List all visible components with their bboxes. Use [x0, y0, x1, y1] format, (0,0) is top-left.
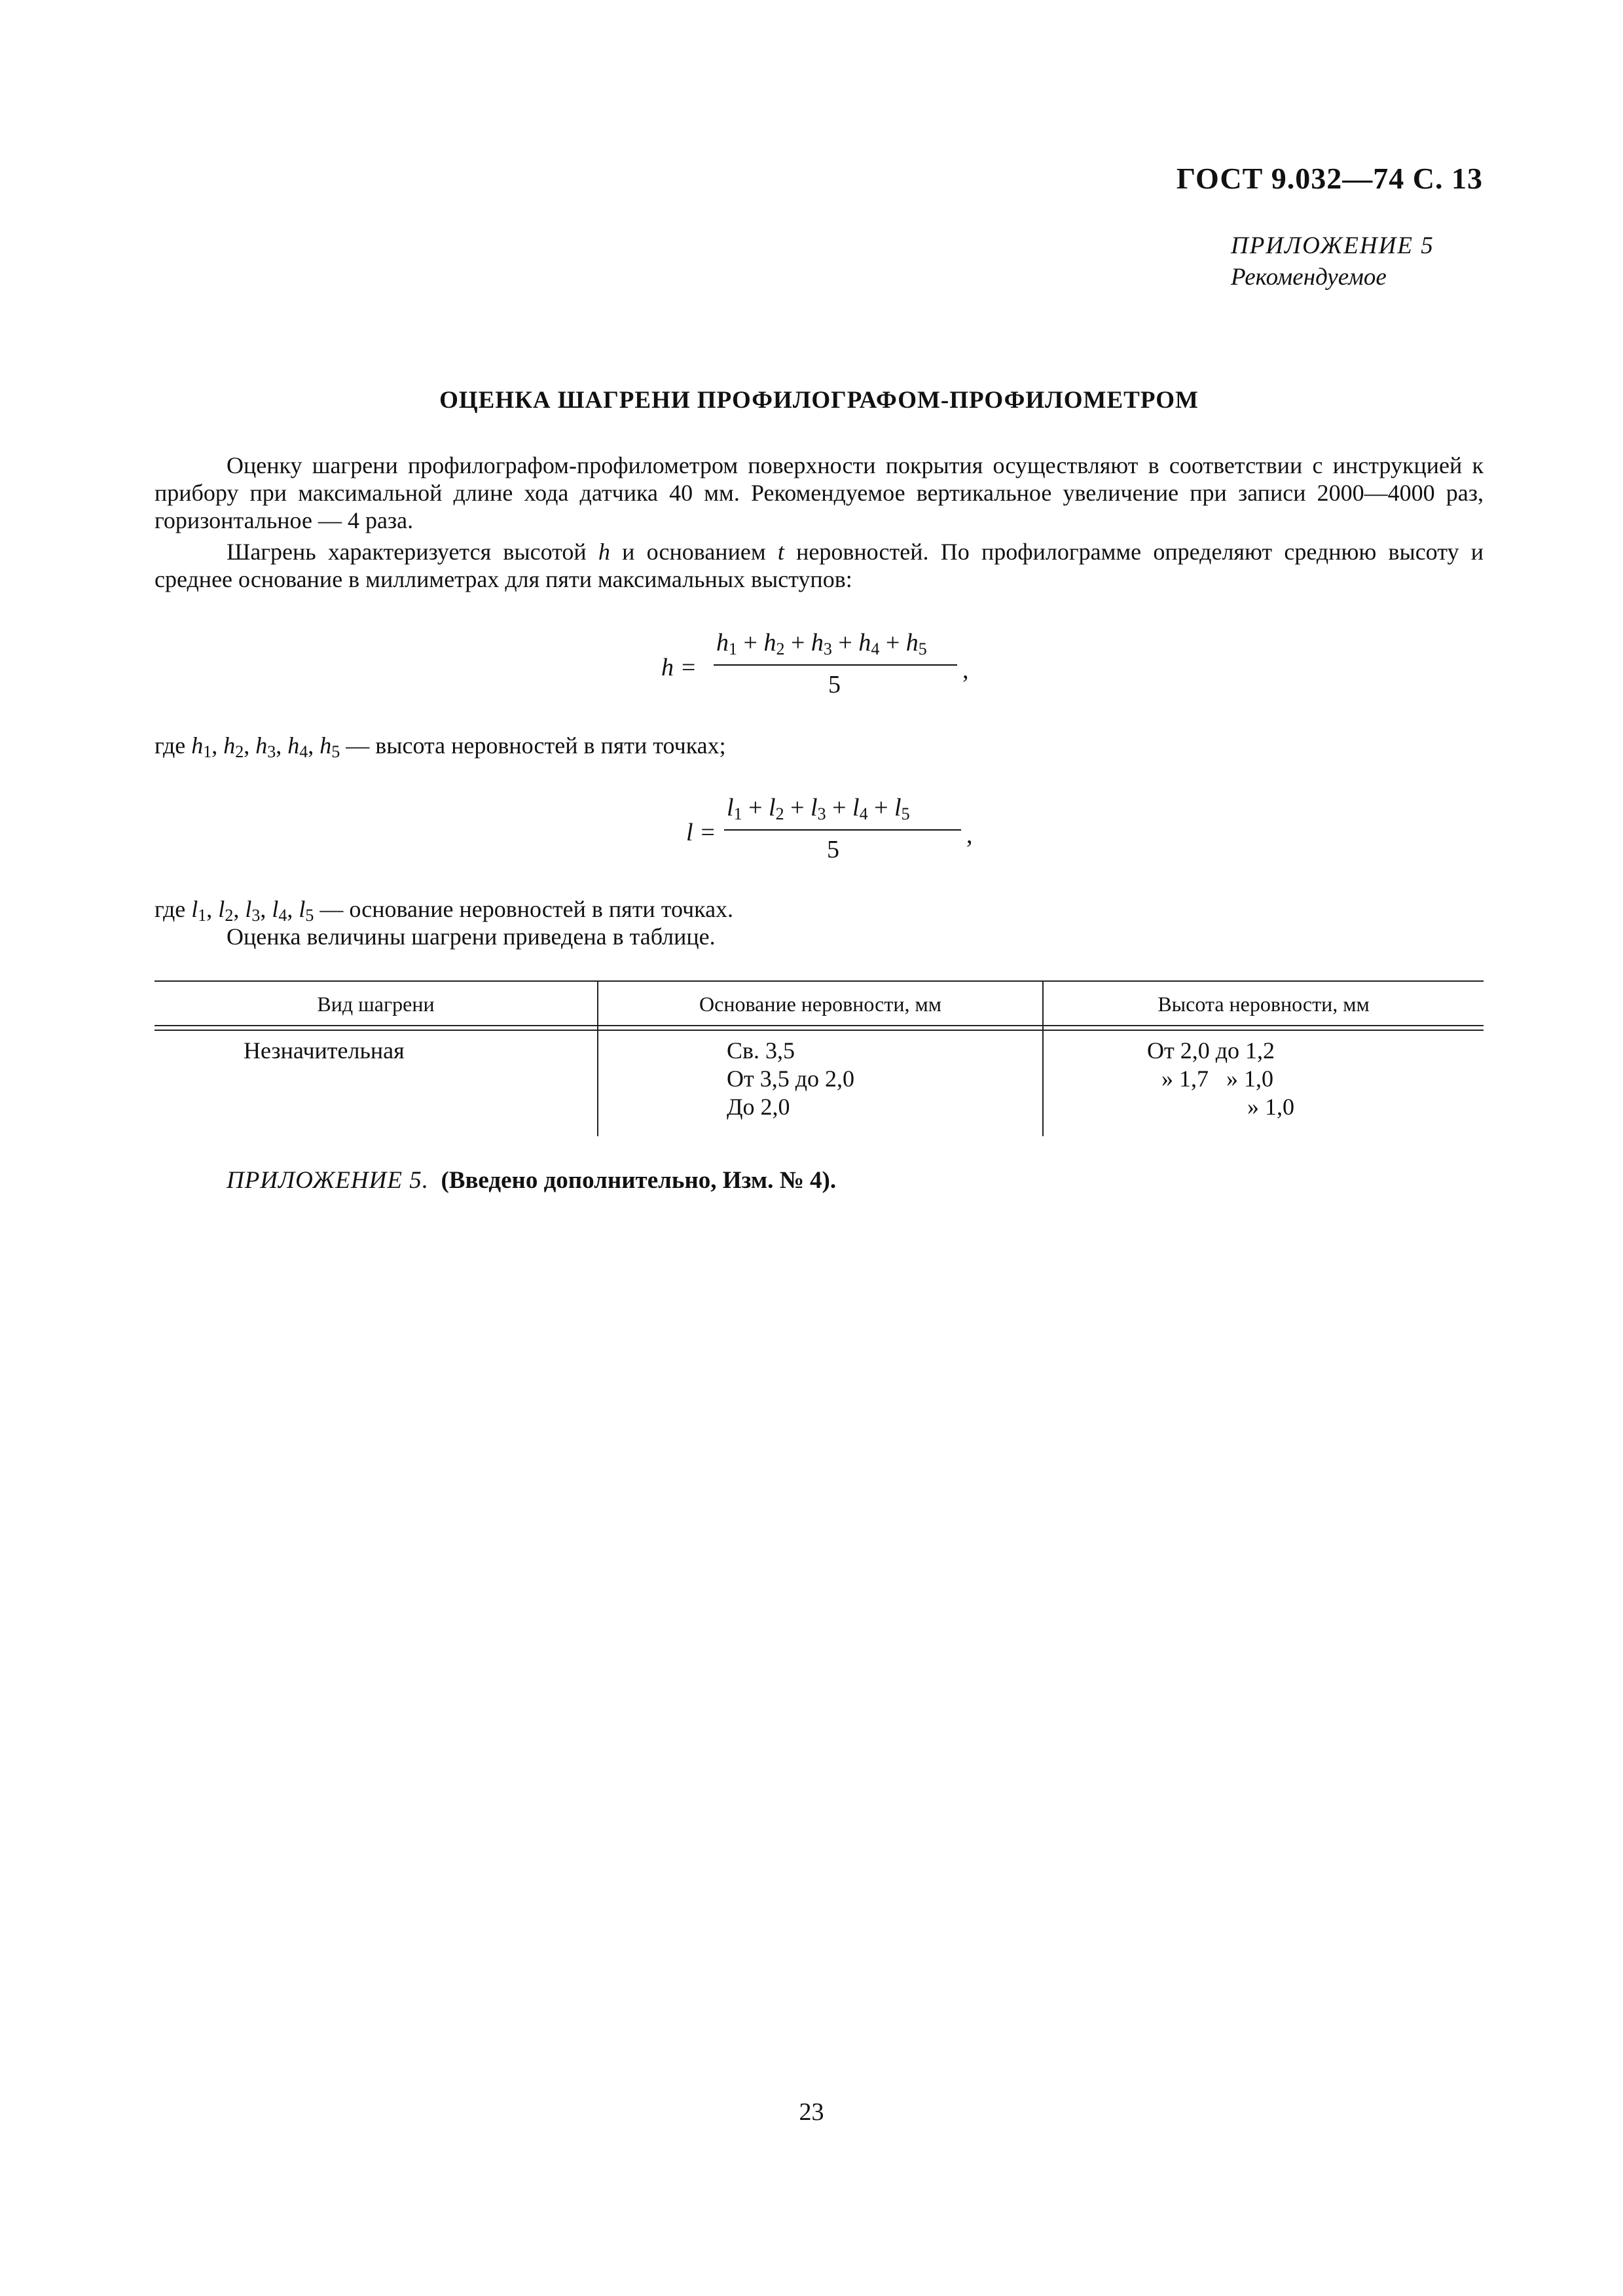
table-header-rule [155, 1025, 1484, 1026]
where-h-line: где $h_1$, $h_2$, $h_3$, $h_4$, $h_5$ — высота неровностей в пяти точках; [155, 732, 726, 761]
fraction-bar [714, 664, 957, 666]
paragraph-method: Оценку шагрени профилографом-профилометром поверхности покрытия осуществляют в соответствии с инструкцией к прибору при максимальной длине хода датчика 40 мм. Рекомендуемое вертикальное увеличение при записи 2000—4000 раз, горизонтальное — 4 раза. [155, 452, 1484, 533]
table-header-rule-double [155, 1030, 1484, 1031]
appendix-status: Рекомендуемое [1231, 264, 1387, 291]
paragraph-characteristics: Шагрень характеризуется высотой h и основанием t неровностей. По профилограмме определяют среднюю высоту и среднее основание в миллиметрах для пяти максимальных выступов: [155, 539, 1484, 592]
amendment-note: ПРИЛОЖЕНИЕ 5. (Введено дополнительно, Изм. № 4). [227, 1167, 837, 1194]
table-cell-base: Св. 3,5 От 3,5 до 2,0 До 2,0 [727, 1037, 855, 1120]
table-intro: Оценка величины шагрени приведена в таблице. [227, 924, 716, 950]
formula-lhs: l = [686, 819, 716, 846]
appendix-number: ПРИЛОЖЕНИЕ 5 [1231, 232, 1434, 259]
formula-comma: , [962, 656, 969, 684]
table-header-type: Вид шагрени [317, 992, 435, 1016]
formula-comma: , [966, 821, 973, 849]
formula-numerator: $l_1 + l_2 + l_3 + l_4 + l_5$ [727, 794, 910, 823]
standard-page-code: ГОСТ 9.032—74 С. 13 [1176, 162, 1483, 195]
formula-denominator: 5 [827, 836, 839, 863]
table-cell-height: От 2,0 до 1,2 » 1,7 » 1,0 » 1,0 [1147, 1037, 1294, 1120]
page-number: 23 [799, 2098, 824, 2126]
section-title: ОЦЕНКА ШАГРЕНИ ПРОФИЛОГРАФОМ-ПРОФИЛОМЕТРОМ [439, 387, 1199, 414]
formula-lhs: h = [661, 654, 697, 681]
fraction-bar [724, 829, 961, 831]
table-header-base: Основание неровности, мм [699, 992, 941, 1016]
shagreen-table [155, 980, 1484, 1136]
formula-numerator: $h_1 + h_2 + h_3 + h_4 + h_5$ [716, 629, 927, 658]
table-cell-type: Незначительная [244, 1037, 405, 1064]
appendix-label [1231, 230, 1434, 293]
table-header-height: Высота неровности, мм [1158, 992, 1370, 1016]
formula-denominator: 5 [828, 671, 841, 698]
where-l-line: где $l_1$, $l_2$, $l_3$, $l_4$, $l_5$ — основание неровностей в пяти точках. [155, 896, 734, 925]
table-top-rule [155, 980, 1484, 982]
